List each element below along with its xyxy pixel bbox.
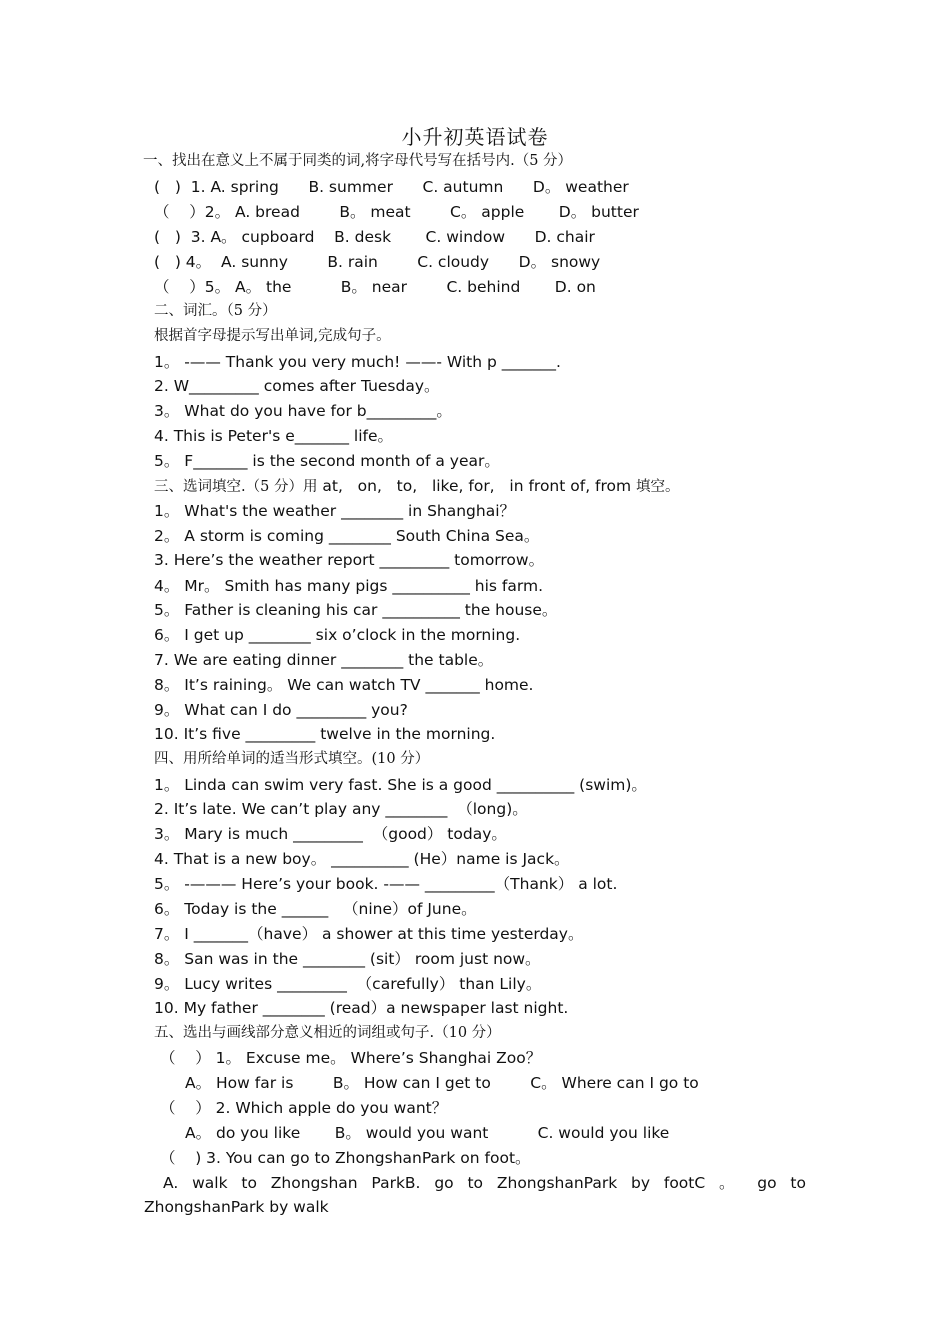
s3-item-2: 2。 A storm is coming ________ South China Sea。 [154, 527, 540, 545]
s2-item-5: 5。 F_______ is the second month of a year。 [154, 452, 500, 470]
s4-item-7: 7。 I _______（have） a shower at this time yesterday。 [154, 925, 584, 943]
s5-options-3-line-1: A. walk to Zhongshan ParkB. go to ZhongshanPark by footC 。 go to [163, 1174, 806, 1192]
s4-item-9: 9。 Lucy writes _________ （carefully） than Lily。 [154, 975, 542, 993]
s3-item-6: 6。 I get up ________ six o’clock in the morning. [154, 626, 521, 644]
section-2-instruction: 根据首字母提示写出单词,完成句子。 [154, 328, 391, 344]
s1-item-3: ( ) 3. A。 cupboard B. desk C. window D. chair [154, 228, 595, 246]
s3-item-3: 3. Here’s the weather report _________ tomorrow。 [154, 551, 545, 569]
s3-item-10: 10. It’s five _________ twelve in the morning. [154, 725, 496, 743]
s1-item-5: （ ）5。 A。 the B。 near C. behind D. on [154, 278, 596, 296]
s5-question-1: （ ） 1。 Excuse me。 Where’s Shanghai Zoo？ [160, 1049, 542, 1067]
s3-item-8: 8。 It’s raining。 We can watch TV _______ home. [154, 676, 534, 694]
s5-options-1: A。 How far is B。 How can I get to C。 Where can I go to [185, 1074, 699, 1092]
s1-item-2: （ ）2。 A. bread B。 meat C。 apple D。 butter [154, 203, 639, 221]
s3-item-9: 9。 What can I do _________ you? [154, 701, 408, 719]
s4-item-6: 6。 Today is the ______ （nine）of June。 [154, 900, 477, 918]
s5-question-2: （ ） 2. Which apple do you want？ [160, 1099, 448, 1117]
s5-options-2: A。 do you like B。 would you want C. would you like [185, 1124, 670, 1142]
s4-item-2: 2. It’s late. We can’t play any ________ （long)。 [154, 800, 528, 818]
page-title: 小升初英语试卷 [401, 125, 549, 149]
section-2-heading: 二、词汇。（5 分） [154, 303, 277, 319]
s3-item-4: 4。 Mr。 Smith has many pigs __________ his farm. [154, 577, 544, 595]
s5-question-3: （ ) 3. You can go to ZhongshanPark on foot。 [160, 1149, 531, 1167]
s3-heading-prefix: 三、选词填空.（5 分）用 [154, 479, 318, 495]
s2-item-4: 4. This is Peter's e_______ life。 [154, 427, 394, 445]
s3-heading-suffix: 填空。 [636, 479, 680, 495]
s1-item-4: ( ) 4。 A. sunny B. rain C. cloudy D。 snowy [154, 253, 601, 271]
s4-item-1: 1。 Linda can swim very fast. She is a good __________ (swim)。 [154, 776, 647, 794]
s3-item-5: 5。 Father is cleaning his car __________ the house。 [154, 601, 558, 619]
s2-item-3: 3。 What do you have for b_________。 [154, 402, 452, 420]
s4-item-8: 8。 San was in the ________ (sit） room just now。 [154, 950, 541, 968]
s3-item-1: 1。 What's the weather ________ in Shanghai？ [154, 502, 516, 520]
section-3-heading [154, 476, 680, 497]
s4-item-10: 10. My father ________ (read）a newspaper last night. [154, 999, 569, 1017]
s4-item-4: 4. That is a new boy。 __________ (He）name is Jack。 [154, 850, 570, 868]
section-4-heading: 四、用所给单词的适当形式填空。(10 分） [154, 751, 430, 767]
s1-item-1: ( ) 1. A. spring B. summer C. autumn D。 weather [154, 178, 629, 196]
section-1-heading: 一、找出在意义上不属于同类的词,将字母代号写在括号内.（5 分） [143, 153, 573, 169]
s3-item-7: 7. We are eating dinner ________ the table。 [154, 651, 494, 669]
s4-item-3: 3。 Mary is much _________ （good） today。 [154, 825, 507, 843]
s5-options-3-line-2: ZhongshanPark by walk [144, 1198, 329, 1216]
s2-item-2: 2. W_________ comes after Tuesday。 [154, 377, 440, 395]
section-5-heading: 五、选出与画线部分意义相近的词组或句子.（10 分） [154, 1025, 501, 1041]
s2-item-1: 1。 -—— Thank you very much! ——- With p _______. [154, 353, 561, 371]
s4-item-5: 5。 -——— Here’s your book. -—— _________（Thank） a lot. [154, 875, 618, 893]
s3-heading-words: at, on, to, like, for, in front of, from [317, 477, 637, 495]
